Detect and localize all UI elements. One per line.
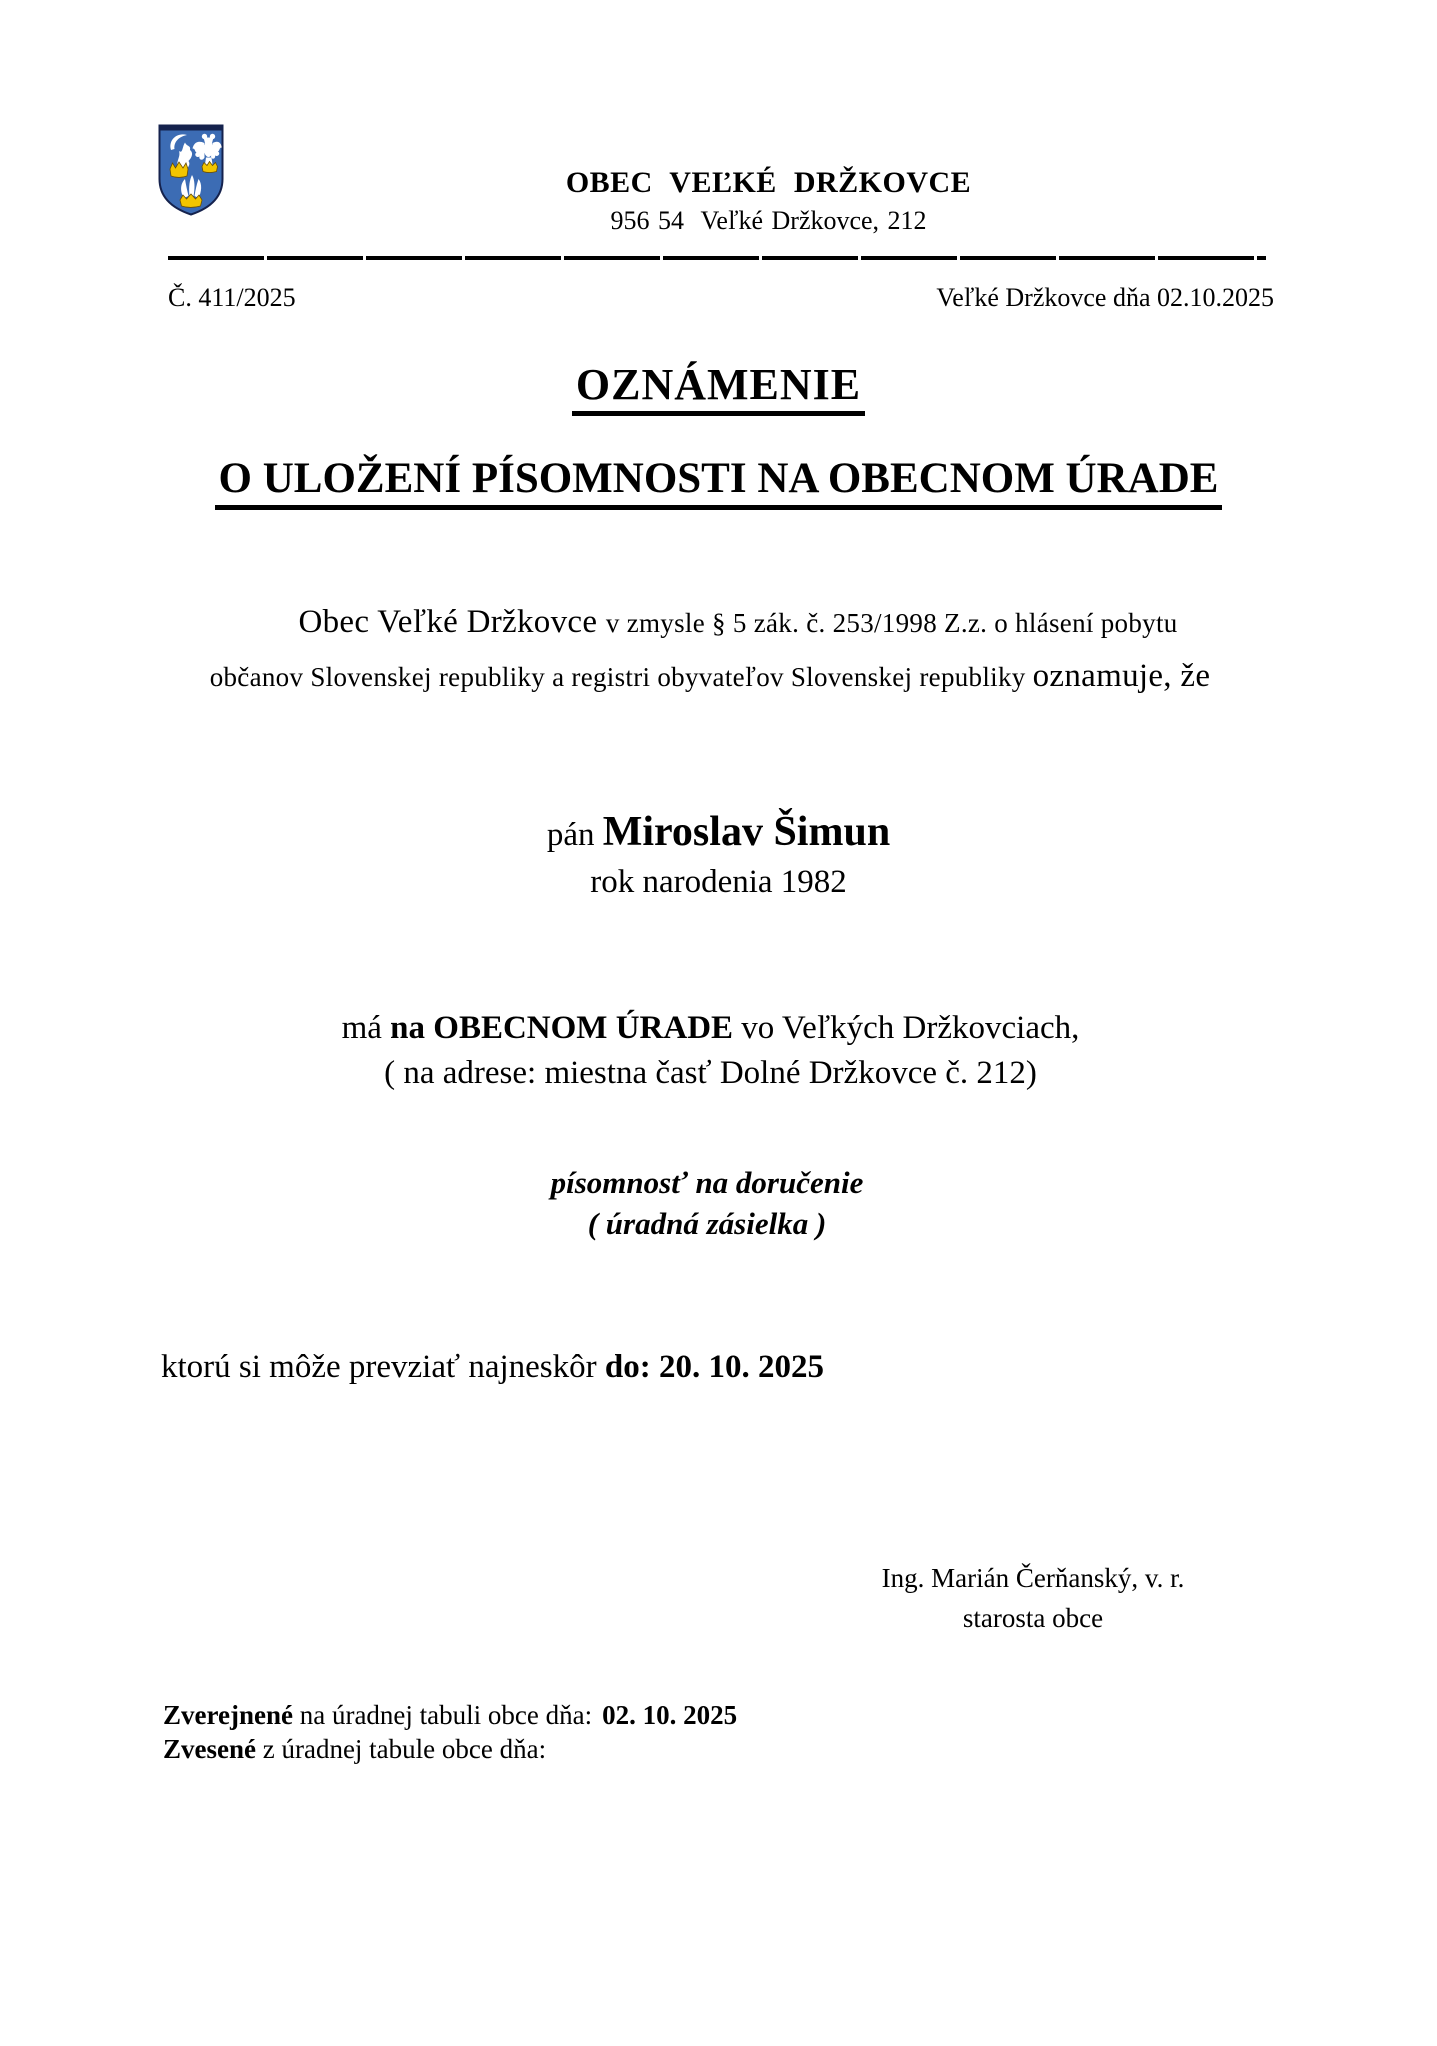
- person-line: [0, 804, 1437, 863]
- intro-line-1: [216, 598, 1260, 652]
- footer-published-line: [163, 1698, 737, 1732]
- reference-row: [168, 283, 1274, 313]
- person-name: Miroslav Šimun: [602, 809, 891, 855]
- person-salutation: pán: [546, 817, 603, 853]
- deadline-prefix: ktorú si môže prevziať najneskôr: [161, 1349, 605, 1385]
- document-title: [0, 362, 1437, 416]
- signature-block: [860, 1558, 1206, 1638]
- published-date: 02. 10. 2025: [602, 1700, 738, 1730]
- office-line-1: [0, 1006, 1421, 1051]
- signature-role: starosta obce: [962, 1603, 1104, 1633]
- intro-line2-small: občanov Slovenskej republiky a registri obyvateľov Slovenskej republiky: [209, 662, 1033, 692]
- footer-removed-line: [163, 1732, 737, 1766]
- birth-year-line: rok narodenia 1982: [590, 864, 847, 900]
- intro-line-2: [160, 652, 1260, 706]
- intro-line2-large: oznamuje, že: [1032, 658, 1211, 694]
- published-text: na úradnej tabuli obce dňa:: [292, 1700, 593, 1730]
- office-line1-bold: na OBECNOM ÚRADE: [390, 1010, 734, 1046]
- intro-line1-small: v zmysle § 5 zák. č. 253/1998 Z.z. o hlásení pobytu: [605, 608, 1178, 638]
- office-line1-prefix: má: [341, 1010, 391, 1046]
- published-label: Zverejnené: [163, 1700, 293, 1730]
- document-title-text: OZNÁMENIE: [572, 362, 865, 416]
- deadline-date: do: 20. 10. 2025: [604, 1349, 824, 1385]
- reference-number: Č. 411/2025: [168, 283, 296, 312]
- header-divider: [168, 256, 1266, 260]
- document-type: [0, 1162, 1414, 1244]
- signature-name: Ing. Marián Čerňanský, v. r.: [881, 1563, 1185, 1593]
- publication-footer: [163, 1698, 737, 1766]
- document-subtitle: [0, 456, 1437, 510]
- document-type-line-2: ( úradná zásielka ): [587, 1206, 827, 1241]
- place-and-date: Veľké Držkovce dňa 02.10.2025: [936, 283, 1274, 312]
- office-location: [0, 1006, 1421, 1096]
- org-name: OBEC VEĽKÉ DRŽKOVCE: [565, 166, 972, 199]
- removed-label: Zvesené: [163, 1734, 256, 1764]
- document-type-line-1: písomnosť na doručenie: [550, 1165, 864, 1200]
- document-subtitle-text: O ULOŽENÍ PÍSOMNOSTI NA OBECNOM ÚRADE: [215, 456, 1223, 510]
- office-line1-suffix: vo Veľkých Držkovciach,: [733, 1010, 1080, 1046]
- intro-line1-large: Obec Veľké Držkovce: [298, 604, 606, 640]
- intro-paragraph: [160, 598, 1260, 706]
- office-line-2: ( na adrese: miestna časť Dolné Držkovce č. 212): [384, 1055, 1037, 1091]
- deadline-line: [161, 1346, 824, 1388]
- removed-text: z úradnej tabule obce dňa:: [255, 1734, 547, 1764]
- org-address: 956 54 Veľké Držkovce, 212: [610, 206, 927, 235]
